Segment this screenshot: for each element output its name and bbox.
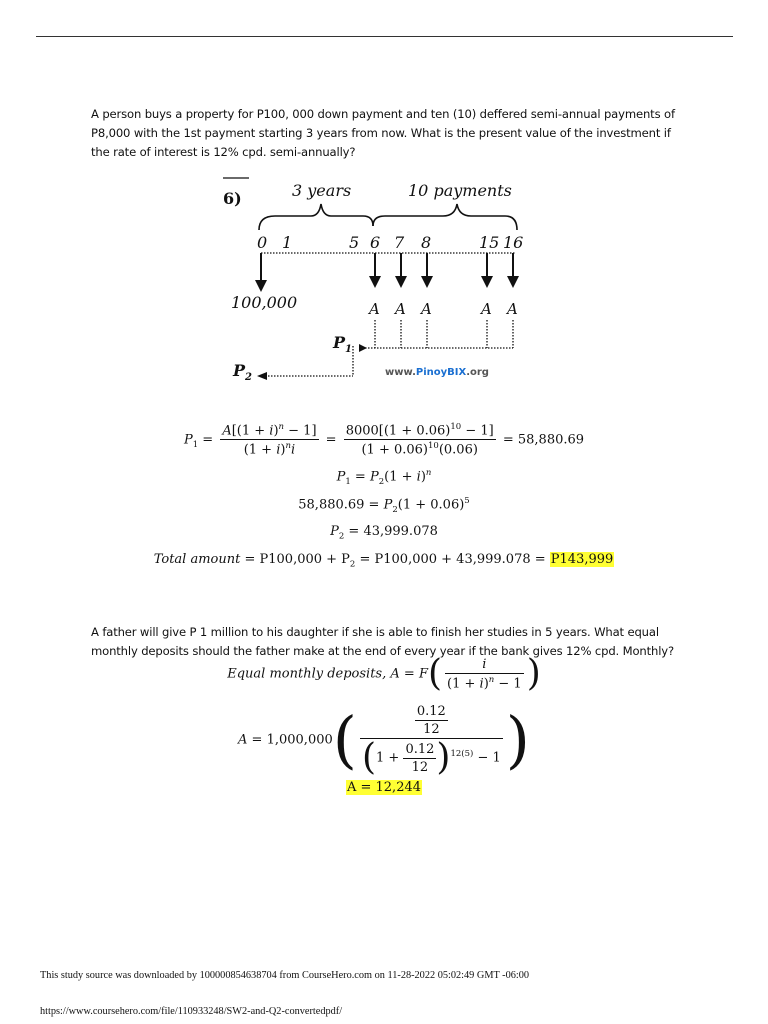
payments-label: 10 payments: [408, 181, 512, 200]
footer-url[interactable]: https://www.coursehero.com/file/110933248/SW2-and-Q2-convertedpdf/: [40, 1006, 343, 1017]
equation-p1: $P_1$ = $\frac{A[(1 + i)^n - 1]}{(1 + i)^ni}$ = $\frac{8000[(1 + 0.06)^{10} - 1]}{(1 + 0.06)^{10}(0.06)}$ = 58,880.69: [183, 422, 585, 458]
period-7: 7: [394, 233, 405, 252]
period-0: 0: [257, 233, 268, 252]
answer-2: A = 12,244: [346, 780, 422, 795]
answer-2-line: [0, 780, 768, 795]
equation-p1-p2: $P_1 = P_2(1 + i)^n$: [336, 468, 432, 487]
top-divider: [36, 36, 733, 37]
cash-flow-diagram: [215, 168, 535, 388]
down-payment-label: 100,000: [231, 293, 298, 312]
diagram-number: 6): [223, 189, 242, 208]
problem-1-text: A person buys a property for P100, 000 down payment and ten (10) deffered semi-annual payments of P8,000 with the 1st payment starting 3 years from now. What is the present value of the investment if the rate of interest is 12% cpd. semi-annually?: [91, 106, 675, 159]
period-5: 5: [349, 233, 360, 252]
payment-arrows: [375, 253, 513, 282]
p1-value: = 58,880.69: [502, 432, 585, 448]
answer-1: P143,999: [550, 552, 614, 567]
footer-source: This study source was downloaded by 100000854638704 from CourseHero.com on 11-28-2022 05:02:49 GMT -06:00: [40, 970, 530, 981]
payment-a-15: A: [481, 300, 492, 318]
years-label: 3 years: [292, 181, 352, 200]
period-16: 16: [503, 233, 524, 252]
problem-2-text: A father will give P 1 million to his daughter if she is able to finish her studies in 5 years. What equal monthly deposits should the father make at the end of every year if the bank gives 12% cpd. Monthly?: [91, 624, 674, 658]
years-brace: [259, 204, 373, 230]
payment-a-8: A: [421, 300, 432, 318]
payment-a-16: A: [507, 300, 518, 318]
equation-substitute: $58,880.69 = P_2(1 + 0.06)^5$: [298, 496, 470, 515]
equation-p2: $P_2 = 43,999.078$: [330, 524, 438, 542]
equation-deposit-formula: Equal monthly deposits, A = F( $\frac{i}{(1 + i)^n - 1}$ ): [227, 653, 541, 694]
period-15: 15: [479, 233, 500, 252]
p1-label: $P_1$: [333, 333, 352, 355]
payments-brace: [373, 204, 517, 230]
period-6: 6: [370, 233, 381, 252]
period-1: 1: [282, 233, 293, 252]
equation-total: Total amount = $P100,000 + P_2 = P100,000 + 43,999.078 = P143,999$: [153, 552, 614, 570]
period-8: 8: [421, 233, 432, 252]
pinoybix-watermark: www.PinoyBIX.org: [385, 367, 489, 378]
p2-label: $P_2$: [233, 361, 252, 383]
equation-deposit-value: A = 1,000,000( $\frac{0.12}{12}$ (1 + $\frac{0.12}{12}$ )$^{12(5)}$ − 1 ): [238, 703, 530, 778]
payment-a-6: A: [369, 300, 380, 318]
payment-a-7: A: [395, 300, 406, 318]
